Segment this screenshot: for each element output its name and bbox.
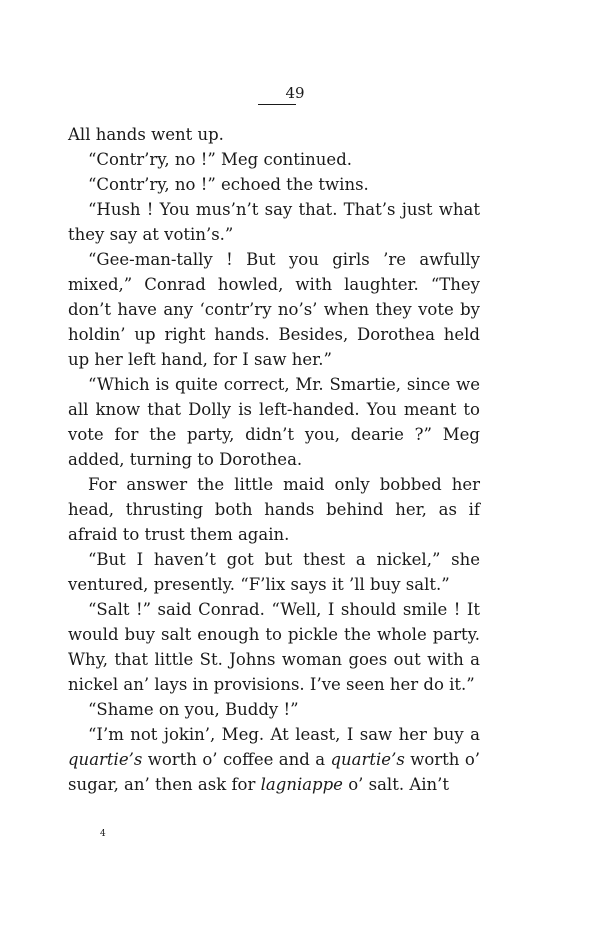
paragraph: “Salt !” said Conrad. “Well, I should smile ! It would buy salt enough to pickle the whole party. Why, that little St. Johns woman goes out with a nickel an’ lays in provisions. I’ve seen her do it.” (68, 600, 480, 694)
signature-mark: 4 (100, 829, 106, 839)
paragraph: “Shame on you, Buddy !” (88, 700, 299, 719)
paragraph: “Hush ! You mus’n’t say that. That’s just what they say at votin’s.” (68, 200, 480, 244)
text-run: worth o’ coffee and a (142, 750, 331, 769)
paragraph: “Which is quite correct, Mr. Smartie, since we all know that Dolly is left-handed. You meant to vote for the party, didn’t you, dearie ?” Meg added, turning to Dorothea. (68, 375, 480, 469)
paragraph: “Contr’ry, no !” echoed the twins. (88, 175, 369, 194)
paragraph: “Contr’ry, no !” Meg continued. (88, 150, 353, 169)
page-number-rule (258, 104, 296, 105)
italic-word: quartie’s (68, 750, 143, 769)
italic-word: lagniappe (260, 775, 343, 794)
text-run: “I’m not jokin’, Meg. At least, I saw her buy a (88, 725, 480, 744)
paragraph: All hands went up. (68, 125, 224, 144)
paragraph: “But I haven’t got but thest a nickel,” she ventured, presently. “F’lix says it ’ll buy salt.” (68, 550, 480, 594)
page-number: 49 (285, 84, 305, 102)
paragraph: “Gee-man-tally ! But you girls ’re awfully mixed,” Conrad howled, with laughter. “They don’t have any ‘contr’ry no’s’ when they vote by holdin’ up right hands. Besides, Dorothea held up her left hand, for I saw her.” (68, 250, 480, 369)
text-run: o’ salt. Ain’t (342, 775, 450, 794)
body-text (68, 122, 480, 797)
paragraph: For answer the little maid only bobbed her head, thrusting both hands behind her, as if afraid to trust them again. (68, 475, 480, 544)
italic-word: quartie’s (330, 750, 405, 769)
paragraph-last (68, 722, 480, 797)
text-run: worth o’ sugar, an’ then ask for (68, 750, 481, 794)
